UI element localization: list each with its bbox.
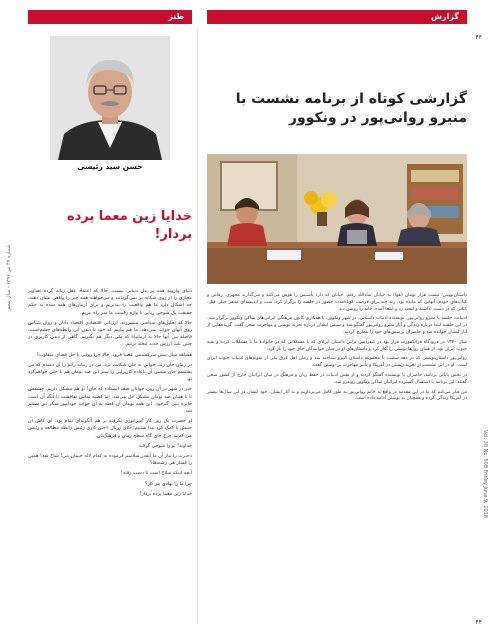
paragraph: حالا که تحلیل‌های سیاسی متسررند، ارزیابی اقتصادی اقتصاد دانان و روان شناس روی آنهان جواب نمی‌دهد. ما هم بیاییم که خود با دیدن این رابطه‌های چشم‌است، فاصله بین آنها حالا به آرمانیا‌تا که یکی دیگر هم نگیریم. گاهی از دیدن کاربری در چنین ثلث ارزش جدید لبخند بزنیم. — [28, 320, 192, 348]
paragraph: در زمان خان زند، جوابی به خان شکایت برد. من در زمانه رانم را آن دمیدم که من پشتشم خان منسی آن ناعاده کارپرلین را سیر این صد تومان هم با حلی خواهم‌کرد تو. — [28, 362, 192, 383]
section-header-satire — [28, 10, 192, 24]
paragraph: خداوند! تو را شوخی گرفته — [138, 443, 192, 449]
section-label: طنز — [168, 12, 184, 21]
paragraph: هشاهد سال پیش سرکشیمی عصبا فرود. حالا چرا روایی با حل فضای متفاوت؟ — [36, 352, 192, 358]
paragraph: ادبیات، جلسه با منیرو روانی‌پور، نویسنده ادبیات داستانی، در شهر ونکوور، با همکاری کانون فرهنگی ایرانی‌های ساکن ونکوور برگزار شد. در این جلسه ابتدا درباره زندگی و آثار منیرو روانی‌پور گفتگو شد و سپس ایشان درباره تجربه نوشتن و مهاجرت سخن گفت. گزیده‌هایی از آثار ایشان خوانده شد و حاضران پرسش‌های خود را مطرح کردند. — [207, 316, 467, 335]
paragraph: روانی‌پور داستان‌نویسی که در دهه شصت با مجموعه داستان کنیزو شناخته شد و رمان اهل غرق یکی از نمونه‌های ادبیات جنوب ایران است. او در این نشست از تجربه زیستن در آمریکا و تأثیر مهاجرت بر نوشتن گفت. — [207, 356, 467, 369]
paragraph: سال ۱۳۷۰ در فرودگاه فرانکفورت قرار بود در کنفرانس برلین داستان ایرادی که با مشکلاتی که در خانواده ما با مشکلات کرده و بقیه جنوب ایران بود. از همان روزها نوشتن را آغاز کرد و داستان‌های او در میان خوانندگان جای خود را باز کرد. — [207, 339, 467, 352]
paragraph: من فکر می‌کنم که ما در این مقدمه در واقع به خانم روانی‌پور به طور کامل می‌پردازیم و به آثار ایشان. خود ایشان در این سال‌ها بیشتر در آمریکا زندگی کرده و همچنان به نوشتن ادامه داده است. — [207, 389, 467, 402]
paragraph: آنچه اینکه سلاح است تا دست رفته! — [120, 471, 192, 477]
issue-info-vertical-en: Vol. 38 No. 508 Friday June 9, 2018 — [482, 430, 488, 518]
paragraph: چرا ما را نهادی پیر کار؟ — [144, 481, 192, 487]
author-name: حسن سید رئیسی — [77, 162, 143, 171]
page-number-top: ۴۴ — [475, 34, 482, 41]
paragraph: داستان‌نویس؛ نیست هزار تومان (هوا) به خیابان شادالله رفتم. خیابان که دارد تأسیس را هوش می‌کنند و می‌گذارند مجهزی. رقاص و کتاب‌های خودم. آنهایی که مانده بود، رند چند برای فرصت کوتاه‌مدت حضور در جلسه را برگزار کرد. شب و اندیشه‌ای منتقر خیلی قبل. کتابی که در دست نداشته و لبخند زد و اینجا آمده. خانه را روشن دید. — [207, 293, 467, 312]
paragraph: خدایا زین معما پرده بردار! — [139, 491, 192, 497]
paragraph: خبر در شهر در آن روز، جوانان صف ایستاده که خان! تو هم مشکل داریم. چشمش تا با همان صد تومان مشکل حل می‌شد. اما قضیه تماس تفاقشت تا آنگه آن است جایزه پنیر. گم‌خود. این همه تومان آن قصه به آن جواب خودآموز شکر تیز مسلم شد. — [28, 387, 192, 415]
event-photo — [207, 154, 467, 284]
column-divider — [197, 28, 198, 624]
paragraph: دنیای وارونه همه پر بدل دنیایی نیست. حالا که اعتماد عقل زبانه گرده تصاویر مجازی را از روی شکایه بر نمی‌گردانند و می‌خواهند همه چیز را واقعی نشان دهند. چه اشکال دارد ما هم واقعیت را بپذیریم و برای آرمان‌های همه شده به حکم حقیقت یک شوخی زبانی با واژه رقمیت ما سر راه ببریم. — [28, 289, 192, 316]
section-header-report — [207, 10, 467, 24]
satire-column — [28, 28, 192, 624]
author-portrait-image — [50, 36, 170, 160]
article-title: گزارشی کوتاه از برنامه نشست با منیرو روانی‌پور در ونکوور — [235, 91, 467, 126]
issue-info-vertical: شماره ۴۹ تیر ۱۳۹۶ - سال پنجم — [6, 244, 12, 310]
paragraph: در بخش پایانی برنامه، حاضران با نویسنده گفتگو کردند و از نقش ادبیات در حفظ زبان و فرهنگ در میان ایرانیان خارج از کشور سخن گفتند. این برنامه با استقبال گسترده ایرانیان ساکن ونکوور روبه‌رو شد. — [207, 372, 467, 385]
section-label: گزارش — [430, 12, 459, 21]
report-body — [207, 293, 467, 406]
report-column — [207, 28, 467, 624]
paragraph: او حضرت یک روز کار امپراتوری نگرفته بر هم آنگونه‌ای تمام بود. ای کاش آن جنبش با کمک کرد پیدا نشتیم؛ آکای ژرنال «چین کاری رئیس رابطه مطالعه و رئیس می کمپند چرخ جای گاه سطح زمان و فرهنگ‌تان. — [28, 419, 192, 439]
page-number-bottom: ۴۴ — [475, 619, 482, 626]
satire-body — [28, 288, 192, 501]
paragraph: دخترت را بیار آن ما آنقدر سلامتم فرموده به کدام لاله جیمان می! شاخ شد! همین را فشار هی رشته‌ها؟ — [28, 454, 192, 467]
author-photo — [50, 36, 170, 160]
satire-headline: خدایا زین معما پرده بردار! — [66, 209, 192, 242]
event-scene-image — [207, 154, 467, 284]
